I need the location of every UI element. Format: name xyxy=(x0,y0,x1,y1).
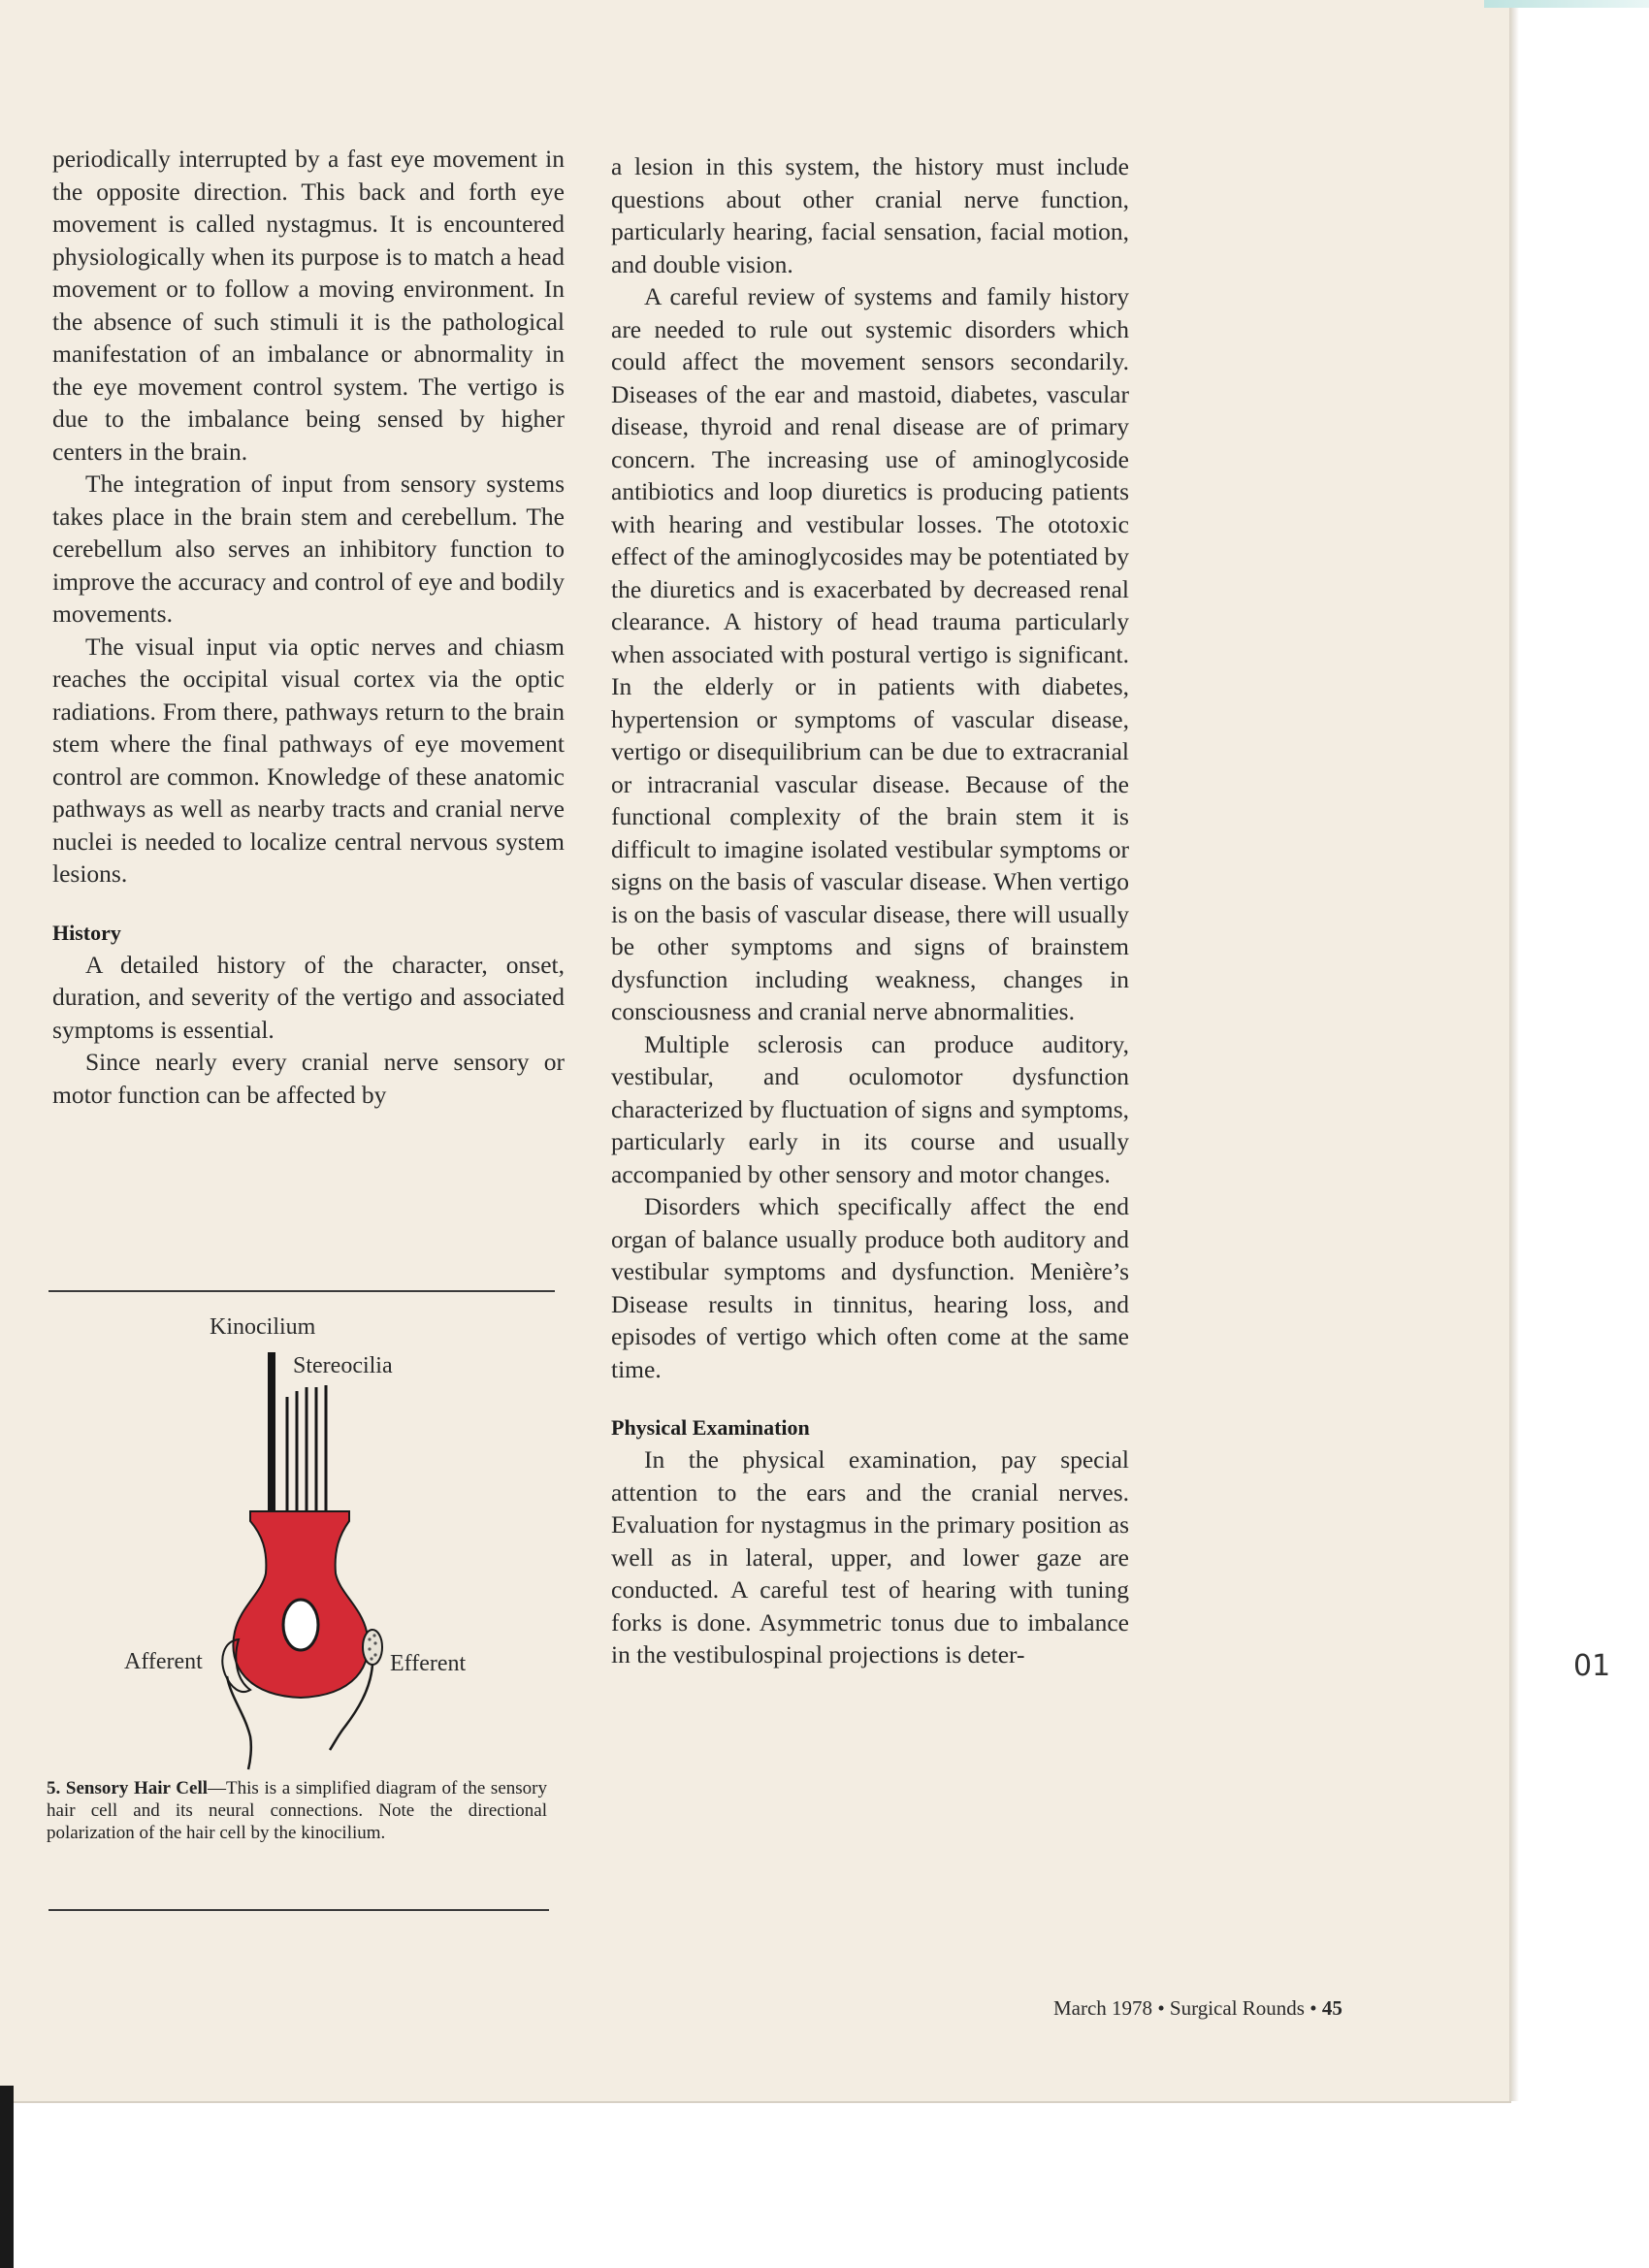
body-paragraph: In the physical examination, pay special attention to the ears and the cranial nerves. Evaluation for nystagmus in the primary position as well as in lateral, upper, and lower gaze are conducted. A careful test of hearing with tuning forks is done. Asymmetric tonus due to imbalance in the vestibulospinal projections is deter- xyxy=(611,1445,1129,1669)
label-efferent: Efferent xyxy=(390,1651,467,1676)
body-paragraph: A detailed history of the character, onset, duration, and severity of the vertigo and associated symptoms is essential. xyxy=(52,950,565,1044)
page-footer xyxy=(1053,1996,1412,2021)
body-paragraph: periodically interrupted by a fast eye movement in the opposite direction. This back and forth eye movement is called nystagmus. It is encountered physiologically when its purpose is to match a head movement or to follow a moving environment. In the absence of such stimuli it is the pathological manifestation of an imbalance or abnormality in the eye movement control system. The vertigo is due to the imbalance being sensed by higher centers in the brain. xyxy=(52,145,565,466)
left-column xyxy=(52,143,565,1111)
body-paragraph: Disorders which specifically affect the end organ of balance usually produce both auditory and vestibular symptoms and dysfunction. Menière’s Disease results in tinnitus, hearing loss, and episodes of vertigo which often come at the same time. xyxy=(611,1192,1129,1383)
body-paragraph: The visual input via optic nerves and chiasm reaches the occipital visual cortex via the optic radiations. From there, pathways return to the brain stem where the final pathways of eye movement control are common. Knowledge of these anatomic pathways as well as nearby tracts and cranial nerve nuclei is needed to localize central nervous system lesions. xyxy=(52,632,565,888)
bullet-separator: • xyxy=(1310,1996,1322,2020)
figure-bottom-rule xyxy=(48,1909,549,1911)
section-heading-history: History xyxy=(52,920,121,945)
handwritten-margin-mark: 01 xyxy=(1573,1649,1611,1683)
teal-cover-edge xyxy=(1484,0,1649,8)
body-paragraph: a lesion in this system, the history must include questions about other cranial nerve function, particularly hearing, facial sensation, facial motion, and double vision. xyxy=(611,152,1129,278)
body-paragraph: Since nearly every cranial nerve sensory or motor function can be affected by xyxy=(52,1048,565,1109)
caption-lead: 5. Sensory Hair Cell xyxy=(47,1778,209,1798)
hair-cell-diagram xyxy=(47,1290,561,1775)
scanner-black-edge xyxy=(0,2086,14,2268)
body-paragraph: The integration of input from sensory systems takes place in the brain stem and cerebellum. The cerebellum also serves an inhibitory function to improve the accuracy and control of eye and bodily movements. xyxy=(52,470,565,628)
footer-journal: Surgical Rounds xyxy=(1169,1996,1305,2020)
body-paragraph: A careful review of systems and family history are needed to rule out systemic disorders which could affect the movement sensors secondarily. Diseases of the ear and mastoid, diabetes, vascular disease, thyroid and renal disease are of primary concern. The increasing use of aminoglycoside antibiotics and loop diuretics is producing patients with hearing and vestibular losses. The ototoxic effect of the aminoglycosides may be potentiated by the diuretics and is exacerbated by decreased renal clearance. A history of head trauma particularly when associated with postural vertigo is significant. In the elderly or in patients with diabetes, hypertension or symptoms of vascular disease, vertigo or disequilibrium can be due to extracranial or intracranial vascular disease. Because of the functional complexity of the brain stem it is difficult to imagine isolated vestibular symptoms or signs on the basis of vascular disease. When vertigo is on the basis of vascular disease, there will usually be other symptoms and signs of brainstem dysfunction including weakness, changes in consciousness and cranial nerve abnormalities. xyxy=(611,282,1129,1025)
right-column xyxy=(611,150,1129,1671)
caption-body: —This is a simplified diagram of the sensory hair cell and its neural connections. Note the directional polarization of the hair cell by the kinocilium. xyxy=(47,1778,547,1843)
kinocilium-shape xyxy=(268,1352,275,1511)
page-number: 45 xyxy=(1321,1996,1342,2020)
figure-caption xyxy=(47,1777,547,1844)
bullet-separator: • xyxy=(1157,1996,1170,2020)
page-edge-shadow xyxy=(1509,0,1519,2101)
label-kinocilium: Kinocilium xyxy=(210,1314,316,1340)
footer-date: March 1978 xyxy=(1053,1996,1153,2020)
stereocilia-shape xyxy=(287,1385,326,1511)
body-paragraph: Multiple sclerosis can produce auditory, vestibular, and oculomotor dysfunction characterized by fluctuation of signs and symptoms, particularly early in its course and usually accompanied by other sensory and motor changes. xyxy=(611,1029,1129,1188)
hair-cell-figure xyxy=(47,1290,561,1795)
nucleus xyxy=(283,1600,318,1650)
label-afferent: Afferent xyxy=(124,1649,203,1674)
section-heading-physical-examination: Physical Examination xyxy=(611,1415,810,1440)
label-stereocilia: Stereocilia xyxy=(293,1353,393,1378)
